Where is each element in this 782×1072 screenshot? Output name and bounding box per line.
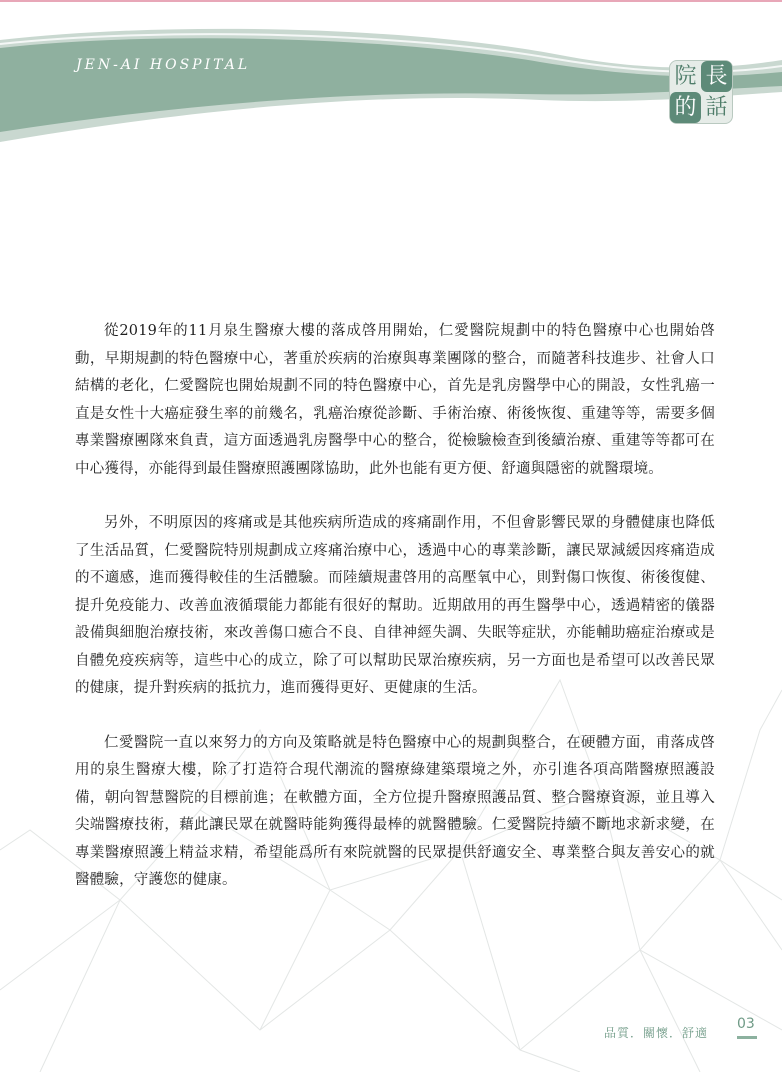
article-body [75,318,715,922]
section-title-char-3: 的 [670,92,701,123]
section-title-char-4: 話 [705,94,728,120]
section-title-char-2: 長 [701,61,732,92]
article-paragraph-2: 另外，不明原因的疼痛或是其他疾病所造成的疼痛副作用，不但會影響民眾的身體健康也降低了生活品質，仁愛醫院特別規劃成立疼痛治療中心，透過中心的專業診斷，讓民眾減緩因疼痛造成的不適感，進而獲得較佳的生活體驗。而陸續規畫啓用的高壓氧中心，則對傷口恢復、術後復健、提升免疫能力、改善血液循環能力都能有很好的幫助。近期啟用的再生醫學中心，透過精密的儀器設備與細胞治療技術，來改善傷口癒合不良、自律神經失調、失眠等症狀，亦能輔助癌症治療或是自體免疫疾病等，這些中心的成立，除了可以幫助民眾治療疾病，另一方面也是希望可以改善民眾的健康，提升對疾病的抵抗力，進而獲得更好、更健康的生活。 [75,515,715,696]
article-paragraph-1: 從2019年的11月泉生醫療大樓的落成啓用開始，仁愛醫院規劃中的特色醫療中心也開始啓動，早期規劃的特色醫療中心，著重於疾病的治療與專業團隊的整合，而隨著科技進步、社會人口結構的老化，仁愛醫院也開始規劃不同的特色醫療中心，首先是乳房醫學中心的開設，女性乳癌一直是女性十大癌症發生率的前幾名，乳癌治療從診斷、手術治療、術後恢復、重建等等，需要多個專業醫療團隊來負責，這方面透過乳房醫學中心的整合，從檢驗檢查到後續治療、重建等等都可在中心獲得，亦能得到最佳醫療照護團隊協助，此外也能有更方便、舒適與隱密的就醫環境。 [75,323,715,477]
footer-slogan: 品質．關懷．舒適 [604,1026,709,1040]
page-number: 03 [737,1016,755,1032]
header-wave-banner [0,0,782,150]
section-title-char-1: 院 [674,63,697,89]
section-title-badge [669,60,733,124]
article-paragraph-3: 仁愛醫院一直以來努力的方向及策略就是特色醫療中心的規劃與整合，在硬體方面，甫落成啓用的泉生醫療大樓，除了打造符合現代潮流的醫療綠建築環境之外，亦引進各項高階醫療照護設備，朝向智慧醫院的目標前進；在軟體方面，全方位提升醫療照護品質、整合醫療資源，並且導入尖端醫療技術，藉此讓民眾在就醫時能夠獲得最棒的就醫體驗。仁愛醫院持續不斷地求新求變，在專業醫療照護上精益求精，希望能爲所有來院就醫的民眾提供舒適安全、專業整合與友善安心的就醫體驗，守護您的健康。 [75,734,715,888]
hospital-name: JEN-AI HOSPITAL [76,57,251,73]
page-number-underline [737,1036,757,1039]
